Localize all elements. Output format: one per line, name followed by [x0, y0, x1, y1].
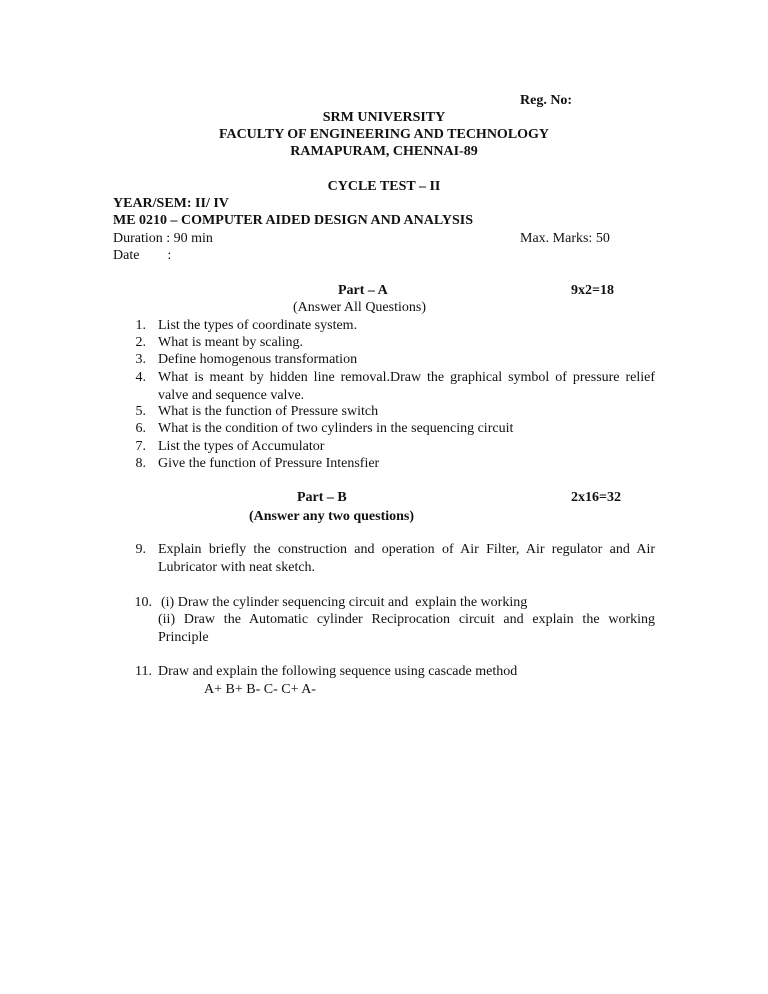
question-text: List the types of Accumulator [158, 439, 325, 454]
part-a-instruction: (Answer All Questions) [293, 300, 426, 315]
year-sem: YEAR/SEM: II/ IV [113, 196, 229, 211]
date-label: Date : [113, 248, 172, 263]
question-number: 9. [135, 542, 146, 557]
question-number: 11. [135, 664, 152, 679]
question-text: Draw and explain the following sequence using cascade method [158, 664, 518, 679]
university-name: SRM UNIVERSITY [322, 110, 446, 125]
question-text: Define homogenous transformation [158, 352, 358, 367]
question-number: 5. [135, 404, 146, 419]
part-a-title: Part – A [338, 283, 388, 298]
question-text: Give the function of Pressure Intensfier [158, 456, 380, 471]
question-number: 8. [135, 456, 146, 471]
question-text: Explain briefly the construction and operation of Air Filter, Air regulator and Air Lubricator with neat sketch. [158, 542, 655, 575]
question-number: 7. [135, 439, 146, 454]
reg-no-label: Reg. No: [520, 93, 573, 108]
part-a-marks: 9x2=18 [571, 283, 614, 298]
course-title: ME 0210 – COMPUTER AIDED DESIGN AND ANALYSIS [113, 213, 474, 228]
question-subpart-ii: (ii) Draw the Automatic cylinder Reciprocation circuit and explain the working Principle [158, 612, 655, 645]
question-text: What is meant by scaling. [158, 335, 304, 350]
duration: Duration : 90 min [113, 231, 213, 246]
test-title: CYCLE TEST – II [327, 179, 441, 194]
campus-name: RAMAPURAM, CHENNAI-89 [290, 144, 478, 159]
question-text: What is meant by hidden line removal.Draw the graphical symbol of pressure relief valve and sequence valve. [158, 370, 655, 403]
question-number: 2. [135, 335, 146, 350]
question-text: What is the function of Pressure switch [158, 404, 379, 419]
part-b-title: Part – B [297, 490, 347, 505]
question-subpart-i: (i) Draw the cylinder sequencing circuit and explain the working [161, 595, 528, 610]
question-text: List the types of coordinate system. [158, 318, 358, 333]
question-text: What is the condition of two cylinders in the sequencing circuit [158, 421, 514, 436]
cascade-sequence: A+ B+ B- C- C+ A- [204, 682, 316, 697]
question-number: 1. [135, 318, 146, 333]
question-number: 4. [135, 370, 146, 385]
question-number: 10. [134, 595, 152, 610]
part-b-marks: 2x16=32 [571, 490, 621, 505]
faculty-name: FACULTY OF ENGINEERING AND TECHNOLOGY [218, 127, 550, 142]
question-number: 3. [135, 352, 146, 367]
part-b-instruction: (Answer any two questions) [249, 509, 415, 524]
max-marks: Max. Marks: 50 [520, 231, 610, 246]
question-number: 6. [135, 421, 146, 436]
